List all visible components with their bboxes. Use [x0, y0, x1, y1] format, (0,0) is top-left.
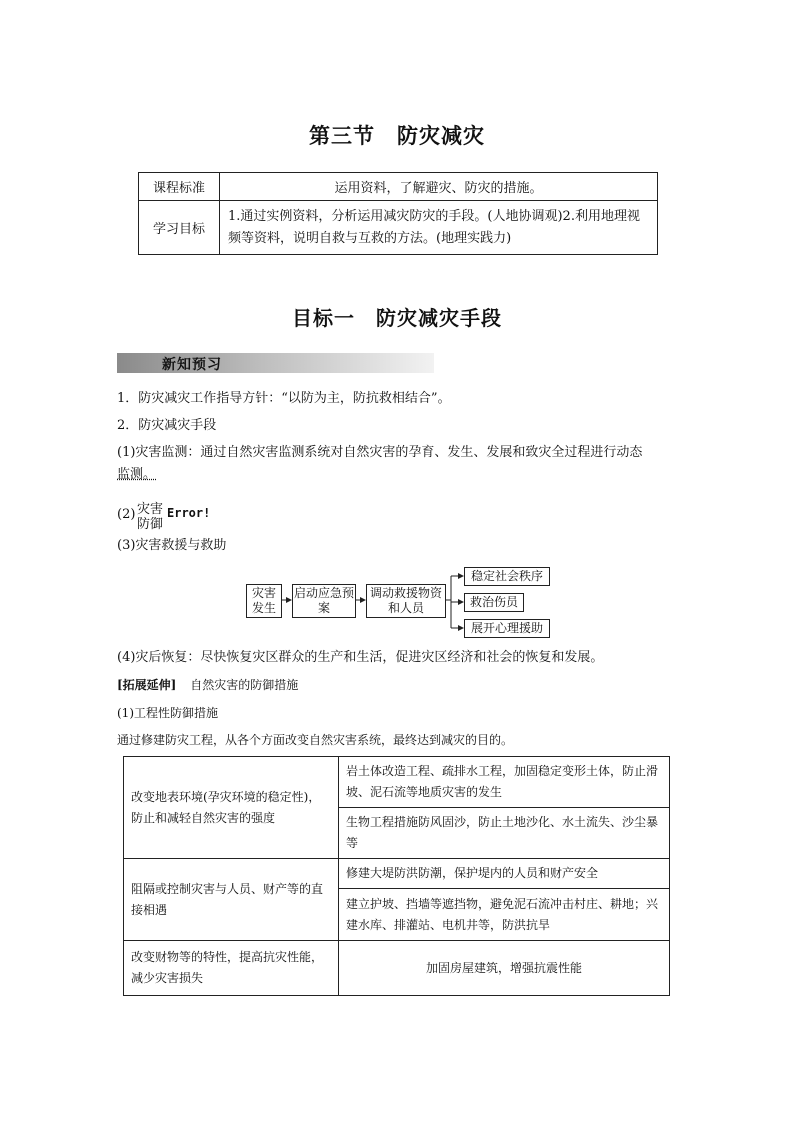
extension-heading: [117, 674, 298, 696]
measure-item: 建立护坡、挡墙等遮挡物，避免泥石流冲击村庄、耕地；兴建水库、排灌站、电机井等，防洪抗旱: [339, 889, 670, 941]
standards-content: 运用资料，了解避灾、防灾的措施。: [220, 173, 658, 201]
item-1: 1．防灾减灾工作指导方针：“以防为主，防抗救相结合”。: [117, 391, 451, 406]
flow-node-mobilize: 调动救援物资和人员: [366, 584, 446, 618]
extension-title: 自然灾害的防御措施: [190, 678, 299, 692]
flow-node-disaster: 灾害发生: [246, 584, 282, 618]
objectives-content: 1.通过实例资料，分析运用减灾防灾的手段。(人地协调观)2.利用地理视频等资料，说明自救与互救的方法。(地理实践力): [220, 201, 658, 255]
point-1-tail: 监测。: [117, 467, 157, 482]
measure-item: 生物工程措施防风固沙，防止土地沙化、水土流失、沙尘暴等: [339, 808, 670, 859]
measure-item: 岩土体改造工程、疏排水工程，加固稳定变形土体，防止滑坡、泥石流等地质灾害的发生: [339, 757, 670, 808]
measures-table: [123, 756, 670, 996]
point-4: (4)灾后恢复：尽快恢复灾区群众的生产和生活，促进灾区经济和社会的恢复和发展。: [117, 650, 604, 665]
measure-item: 加固房屋建筑，增强抗震性能: [339, 941, 670, 996]
standards-label: 课程标准: [139, 173, 220, 201]
point-1: [117, 442, 687, 486]
item-2: 2．防灾减灾手段: [117, 418, 217, 433]
point-3: (3)灾害救援与救助: [117, 538, 227, 553]
section-banner: [117, 353, 434, 373]
section-title: 目标一 防灾减灾手段: [292, 306, 502, 330]
point-2-prefix: (2): [117, 507, 136, 522]
measure-category: 阻隔或控制灾害与人员、财产等的直接相遇: [124, 859, 339, 941]
point-2-error: Error!: [167, 506, 211, 520]
flow-outcome-psych: 展开心理援助: [464, 619, 550, 638]
chapter-title: 第三节 防灾减灾: [309, 124, 485, 148]
measure-category: 改变地表环境(孕灾环境的稳定性)，防止和减轻自然灾害的强度: [124, 757, 339, 859]
section-banner-label: 新知预习: [162, 357, 222, 373]
point-2-top: 灾害: [137, 502, 164, 517]
flow-outcome-treat: 救治伤员: [464, 593, 524, 612]
engineering-title: (1)工程性防御措施: [117, 706, 218, 720]
point-1-lead: (1)灾害监测：通过自然灾害监测系统对自然灾害的孕育、发生、发展和致灾全过程进行动态: [117, 445, 643, 460]
point-2-bottom: 防御: [137, 517, 164, 532]
flow-node-emergency-plan: 启动应急预案: [292, 584, 356, 618]
standards-table: [138, 172, 658, 255]
point-2: [117, 498, 317, 530]
engineering-desc: 通过修建防灾工程，从各个方面改变自然灾害系统，最终达到减灾的目的。: [117, 733, 514, 747]
rescue-flowchart: [240, 563, 560, 641]
measure-category: 改变财物等的特性，提高抗灾性能，减少灾害损失: [124, 941, 339, 996]
flow-outcome-order: 稳定社会秩序: [464, 567, 550, 586]
measure-item: 修建大堤防洪防潮，保护堤内的人员和财产安全: [339, 859, 670, 889]
extension-tag: [拓展延伸]: [117, 678, 177, 692]
objectives-label: 学习目标: [139, 201, 220, 255]
